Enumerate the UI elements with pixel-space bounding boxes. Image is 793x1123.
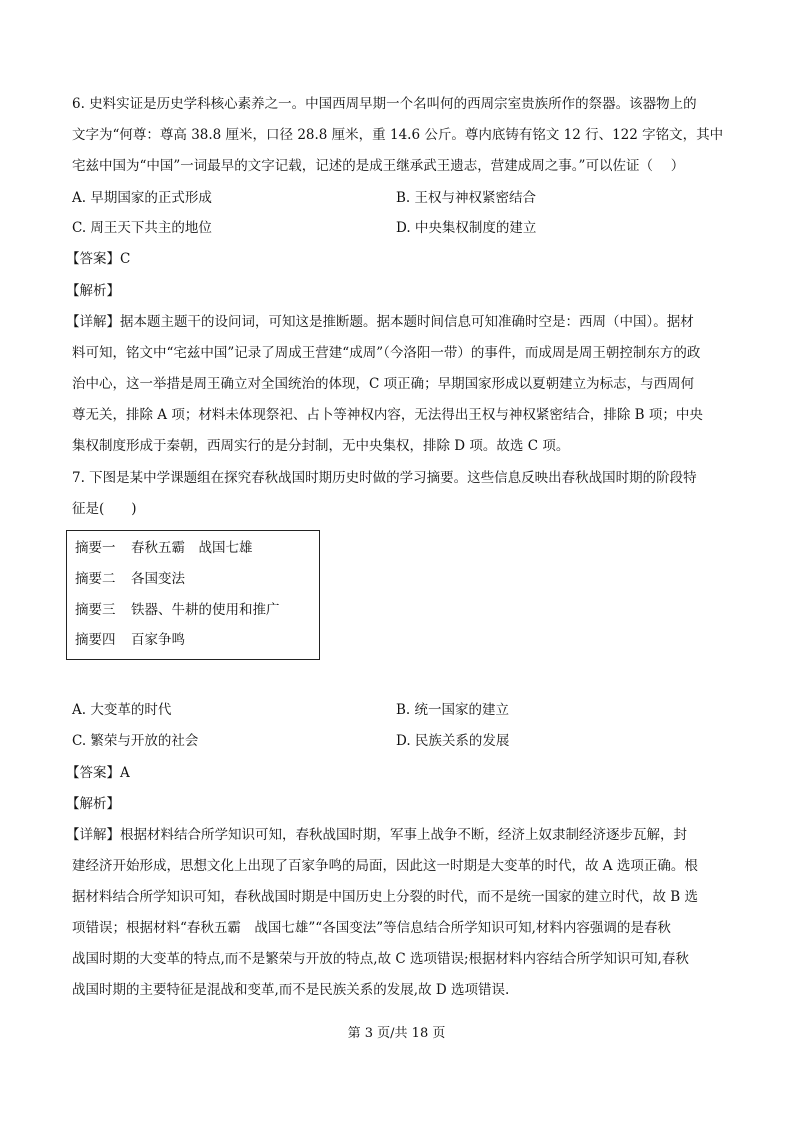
q6-option-b: B. 王权与神权紧密结合 (396, 190, 537, 206)
q7-detail-line-6: 战国时期的主要特征是混战和变革,而不是民族关系的发展,故 D 选项错误. (72, 982, 510, 998)
q7-detail-line-2: 建经济开始形成，思想文化上出现了百家争鸣的局面，因此这一时期是大变革的时代，故 A 选项正确。根 (72, 858, 698, 874)
summary-key: 摘要四 (75, 632, 116, 648)
q6-detail-line-4: 尊无关，排除 A 项；材料未体现祭祀、占卜等神权内容，无法得出王权与神权紧密结合，排除 B 项；中央 (72, 407, 703, 423)
q6-option-a: A. 早期国家的正式形成 (72, 190, 212, 206)
q7-detail-line-3: 据材料结合所学知识可知，春秋战国时期是中国历史上分裂的时代，而不是统一国家的建立时代，故 B 选 (72, 889, 699, 905)
q6-stem-line-3: 宅兹中国为“中国”一词最早的文字记载，记述的是成王继承武王遗志，营建成周之事。”可以佐证（ ） (72, 158, 685, 174)
summary-value: 百家争鸣 (131, 632, 185, 648)
page-footer: 第 3 页/共 18 页 (347, 1026, 446, 1041)
q6-analysis-label: 【解析】 (66, 283, 120, 299)
q6-stem-line-1: 6. 史料实证是历史学科核心素养之一。中国西周早期一个名叫何的西周宗室贵族所作的祭器。该器物上的 (72, 96, 697, 112)
summary-value: 铁器、牛耕的使用和推广 (131, 602, 280, 618)
q6-detail-line-2: 料可知，铭文中“宅兹中国”记录了周成王营建“成周”（今洛阳一带）的事件，而成周是周王朝控制东方的政 (72, 345, 701, 361)
q7-detail-line-4: 项错误；根据材料“春秋五霸 战国七雄”“各国变法”等信息结合所学知识可知,材料内容强调的是春秋 (72, 920, 671, 936)
q6-stem-line-2: 文字为“何尊：尊高 38.8 厘米，口径 28.8 厘米，重 14.6 公斤。尊内底铸有铭文 12 行、122 字铭文，其中 (72, 127, 724, 143)
q6-detail-line-5: 集权制度形成于秦朝，西周实行的是分封制，无中央集权，排除 D 项。故选 C 项。 (72, 438, 570, 454)
summary-key: 摘要二 (75, 571, 116, 587)
q6-option-c: C. 周王天下共主的地位 (72, 220, 212, 236)
q6-detail-line-3: 治中心，这一举措是周王确立对全国统治的体现，C 项正确；早期国家形成以夏朝建立为标志，与西周何 (72, 376, 695, 392)
q7-option-d: D. 民族关系的发展 (396, 733, 510, 749)
summary-row (75, 630, 185, 650)
q7-option-a: A. 大变革的时代 (72, 702, 172, 718)
summary-value: 春秋五霸 战国七雄 (131, 540, 253, 556)
q7-option-b: B. 统一国家的建立 (396, 702, 510, 718)
summary-key: 摘要一 (75, 540, 116, 556)
summary-row (75, 538, 253, 558)
q7-detail-line-5: 战国时期的大变革的特点,而不是繁荣与开放的特点,故 C 选项错误;根据材料内容结合所学知识可知,春秋 (72, 951, 689, 967)
q7-option-c: C. 繁荣与开放的社会 (72, 733, 199, 749)
summary-box (66, 530, 320, 660)
summary-row (75, 569, 185, 589)
summary-value: 各国变法 (131, 571, 185, 587)
summary-row (75, 600, 280, 620)
q6-answer: 【答案】C (66, 251, 131, 267)
q6-detail-line-1: 【详解】据本题主题干的设问词，可知这是推断题。据本题时间信息可知准确时空是：西周（中国）。据材 (66, 314, 694, 330)
q6-option-d: D. 中央集权制度的建立 (396, 220, 537, 236)
q7-answer: 【答案】A (66, 765, 130, 781)
q7-stem-line-1: 7. 下图是某中学课题组在探究春秋战国时期历史时做的学习摘要。这些信息反映出春秋战国时期的阶段特 (72, 470, 697, 486)
q7-stem-line-2: 征是( ) (72, 501, 137, 517)
q7-analysis-label: 【解析】 (66, 796, 120, 812)
q7-detail-line-1: 【详解】根据材料结合所学知识可知，春秋战国时期，军事上战争不断，经济上奴隶制经济逐步瓦解，封 (66, 827, 687, 843)
summary-key: 摘要三 (75, 602, 116, 618)
